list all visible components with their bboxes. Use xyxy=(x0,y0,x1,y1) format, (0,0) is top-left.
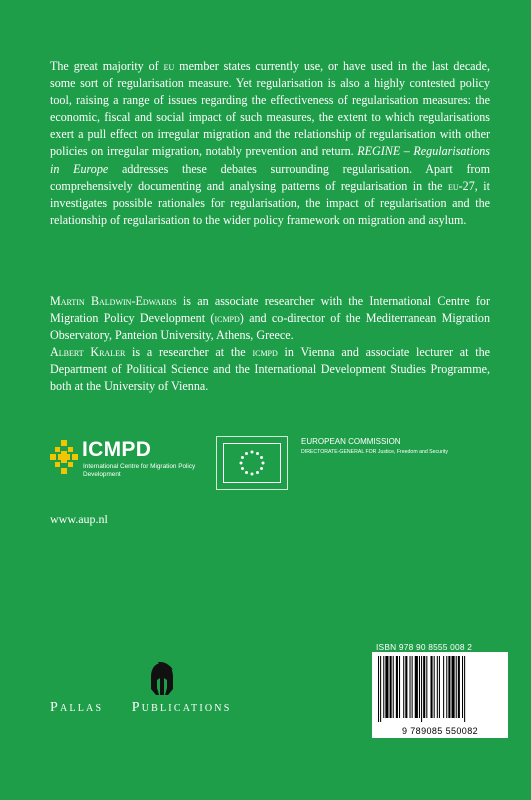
publisher-name-word-2: Publications xyxy=(131,700,232,715)
author-2-text-a: is a researcher at the xyxy=(125,345,253,360)
author-1-text-b: ) and co-director of the Mediterranean Migration Observatory, Panteion University, Athens, Greece. xyxy=(50,311,490,343)
blurb-sentence-1a: The great majority of xyxy=(50,59,164,73)
icmpd-full-name: International Centre for Migration Policy Development xyxy=(83,463,196,478)
blurb-sentence-2a: addresses these debates surrounding regularisation. Apart from comprehensively documenting and analysing patterns of regularisation in the xyxy=(50,161,490,193)
author-2-name: Albert Kraler xyxy=(50,345,126,360)
barcode-bars-icon xyxy=(376,656,504,722)
publisher-name xyxy=(50,700,290,716)
barcode xyxy=(372,652,508,738)
spartan-helmet-icon xyxy=(148,662,176,696)
icmpd-wordmark: ICMPD xyxy=(82,438,152,461)
author-bios xyxy=(50,293,490,396)
publisher-url: www.aup.nl xyxy=(50,512,108,526)
icmpd-logo xyxy=(50,438,196,488)
eu-stars-icon xyxy=(224,444,280,482)
author-1-name: Martin Baldwin-Edwards xyxy=(50,294,177,308)
publisher-logo xyxy=(50,662,290,715)
eu-commission-logo xyxy=(216,436,506,492)
eu-commission-label: EUROPEAN COMMISSION xyxy=(301,437,401,446)
eu-dg-label: DIRECTORATE-GENERAL FOR Justice, Freedom and Security xyxy=(301,449,448,455)
barcode-number: 9 789085 550082 xyxy=(401,726,479,736)
author-bio-1 xyxy=(50,293,490,344)
icmpd-emblem-icon xyxy=(50,440,78,474)
eu-flag-icon xyxy=(223,443,281,483)
blurb-text xyxy=(50,58,490,229)
blurb-sentence-2b: , it investigates possible rationales for regularisation, the impact of regularisation and the relationship of regularisation to the wider policy framework on migration and asylum. xyxy=(50,178,490,227)
author-2-text-b: in Vienna and associate lecturer at the Department of Political Science and the International Development Studies Programme, both at the University of Vienna. xyxy=(50,345,490,394)
blurb-sentence-1b: member states currently use, or have used in the last decade, some sort of regularisation measure. Yet regularisation is also a highly contested policy tool, raising a range of issues regarding the effectiveness of regularisation measures: the economic, fiscal and social impact of such measures, the extent to which regularisations exert a pull effect on irregular migration and the relationship of regularisation with other policies on irregular migration, notably prevention and return. xyxy=(50,59,490,159)
blurb-eu-abbr: eu xyxy=(163,59,175,73)
author-2-icmpd: icmpd xyxy=(252,345,278,360)
book-title-italic: REGINE – Regularisations in Europe xyxy=(50,144,490,176)
eu-flag-frame xyxy=(216,436,288,490)
author-bio-2 xyxy=(50,344,490,395)
blurb-eu27-abbr: eu-27 xyxy=(447,178,475,193)
isbn-label: ISBN 978 90 8555 008 2 xyxy=(376,642,473,652)
publisher-name-word-1: Pallas xyxy=(50,700,104,715)
author-1-text-a: is an associate researcher with the International Centre for Migration Policy Development ( xyxy=(50,294,490,326)
author-1-icmpd: icmpd xyxy=(214,311,240,326)
